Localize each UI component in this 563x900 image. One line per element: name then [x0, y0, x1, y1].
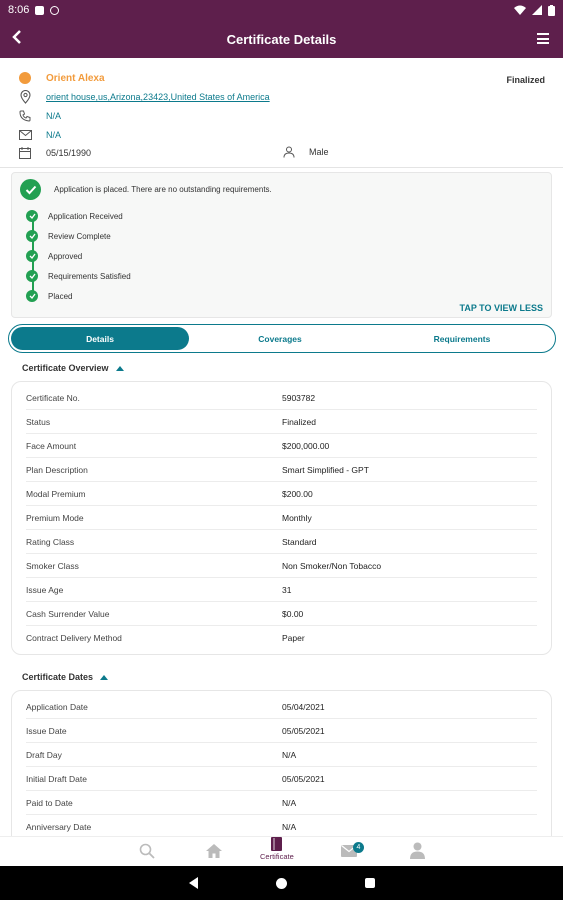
signal-icon [532, 5, 542, 15]
nav-home[interactable] [205, 843, 223, 859]
clock: 8:06 [8, 4, 30, 16]
table-row [26, 767, 537, 791]
app-bar [0, 20, 563, 58]
nav-label: Certificate [260, 852, 294, 861]
status-step [26, 226, 131, 246]
row-value: $200.00 [282, 488, 313, 499]
table-row [26, 458, 537, 482]
view-less-button[interactable]: TAP TO VIEW LESS [459, 303, 543, 313]
step-label: Review Complete [48, 231, 111, 241]
row-label: Face Amount [26, 440, 77, 451]
dob-value: 05/15/1990 [46, 148, 92, 158]
system-home-icon[interactable] [276, 878, 287, 889]
row-value: Monthly [282, 512, 312, 523]
tab-coverages[interactable]: Coverages [258, 333, 302, 344]
table-row [26, 386, 537, 410]
check-circle-icon [20, 179, 41, 200]
row-label: Paid to Date [26, 797, 73, 808]
row-value: 05/05/2021 [282, 725, 325, 736]
member-header [0, 58, 563, 168]
status-step [26, 206, 131, 226]
step-label: Placed [48, 291, 73, 301]
row-label: Draft Day [26, 749, 62, 760]
nav-mail[interactable] [341, 844, 361, 857]
row-label: Contract Delivery Method [26, 633, 122, 643]
status-message: Application is placed. There are no outstanding requirements. [54, 185, 272, 194]
row-value: N/A [282, 822, 297, 832]
mail-icon [18, 128, 32, 142]
tab-details[interactable]: Details [11, 327, 189, 350]
calendar-icon [18, 146, 32, 160]
tab-requirements[interactable]: Requirements [433, 333, 491, 344]
row-label: Issue Age [26, 584, 64, 595]
hamburger-menu-icon[interactable] [537, 33, 549, 44]
system-back-icon[interactable] [189, 877, 198, 889]
row-value: N/A [282, 749, 297, 760]
row-label: Modal Premium [26, 488, 86, 499]
step-check-icon [26, 270, 38, 282]
row-value: N/A [282, 797, 297, 808]
row-value: 05/04/2021 [282, 701, 325, 712]
dates-section-header[interactable] [22, 672, 108, 682]
status-step [26, 246, 131, 266]
bottom-nav [0, 836, 563, 866]
collapse-caret-icon [116, 366, 124, 371]
nav-profile[interactable] [410, 842, 425, 859]
status-step [26, 286, 131, 306]
step-label: Application Received [48, 211, 123, 221]
step-label: Approved [48, 251, 83, 261]
table-row [26, 791, 537, 815]
status-step [26, 266, 131, 286]
phone-icon [18, 109, 32, 123]
row-label: Premium Mode [26, 512, 84, 523]
step-check-icon [26, 210, 38, 222]
wifi-icon [514, 5, 526, 15]
back-arrow-icon[interactable] [10, 27, 24, 53]
nav-search[interactable] [139, 843, 155, 859]
row-value: Finalized [282, 416, 317, 427]
profile-icon [410, 842, 425, 859]
table-row [26, 554, 537, 578]
certificate-icon [271, 837, 282, 851]
row-label: Certificate No. [26, 392, 80, 403]
row-value: 05/05/2021 [282, 773, 325, 784]
table-row [26, 719, 537, 743]
overview-section-header[interactable] [22, 363, 124, 373]
status-bar [0, 0, 563, 20]
row-label: Anniversary Date [26, 822, 92, 832]
step-check-icon [26, 230, 38, 242]
row-value: $0.00 [282, 608, 304, 619]
home-icon [205, 843, 223, 859]
status-badge: Finalized [506, 75, 545, 85]
sync-icon [50, 6, 59, 15]
step-check-icon [26, 250, 38, 262]
notification-icon [35, 6, 44, 15]
gender-value: Male [309, 147, 329, 157]
dates-card [11, 690, 552, 850]
row-value: Paper [282, 633, 305, 643]
section-title: Certificate Overview [22, 363, 109, 373]
row-label: Initial Draft Date [26, 773, 87, 784]
location-pin-icon [18, 90, 32, 104]
row-label: Plan Description [26, 464, 88, 475]
table-row [26, 578, 537, 602]
status-steps [26, 206, 131, 306]
step-check-icon [26, 290, 38, 302]
unread-badge: 4 [353, 842, 364, 853]
table-row [26, 530, 537, 554]
battery-icon [548, 5, 555, 16]
row-value: 31 [282, 584, 292, 595]
row-label: Application Date [26, 701, 88, 712]
phone-value[interactable]: N/A [46, 111, 62, 121]
table-row [26, 506, 537, 530]
section-title: Certificate Dates [22, 672, 94, 682]
row-value: $200,000.00 [282, 440, 330, 451]
email-value[interactable]: N/A [46, 130, 62, 140]
table-row [26, 743, 537, 767]
address-link[interactable]: orient house,us,Arizona,23423,United States of America [46, 92, 270, 102]
row-value: 5903782 [282, 392, 316, 403]
system-recents-icon[interactable] [365, 878, 375, 888]
detail-tabs [8, 324, 556, 353]
overview-card [11, 381, 552, 655]
table-row [26, 602, 537, 626]
table-row [26, 695, 537, 719]
member-name: Orient Alexa [46, 72, 105, 84]
collapse-caret-icon [100, 675, 108, 680]
table-row [26, 434, 537, 458]
row-label: Smoker Class [26, 560, 79, 571]
system-nav-bar [0, 866, 563, 900]
person-icon [283, 146, 295, 158]
status-dot-icon [19, 72, 31, 84]
nav-certificate[interactable] [260, 837, 294, 861]
table-row [26, 410, 537, 434]
row-value: Smart Simplified - GPT [282, 464, 369, 475]
row-value: Non Smoker/Non Tobacco [282, 560, 382, 571]
row-label: Status [26, 416, 51, 427]
row-label: Rating Class [26, 536, 75, 547]
table-row [26, 482, 537, 506]
table-row [26, 626, 537, 650]
search-icon [139, 843, 155, 859]
application-status-card [11, 172, 552, 318]
row-value: Standard [282, 536, 317, 547]
row-label: Issue Date [26, 725, 67, 736]
page-title: Certificate Details [226, 31, 337, 47]
step-label: Requirements Satisfied [48, 271, 131, 281]
row-label: Cash Surrender Value [26, 608, 110, 619]
